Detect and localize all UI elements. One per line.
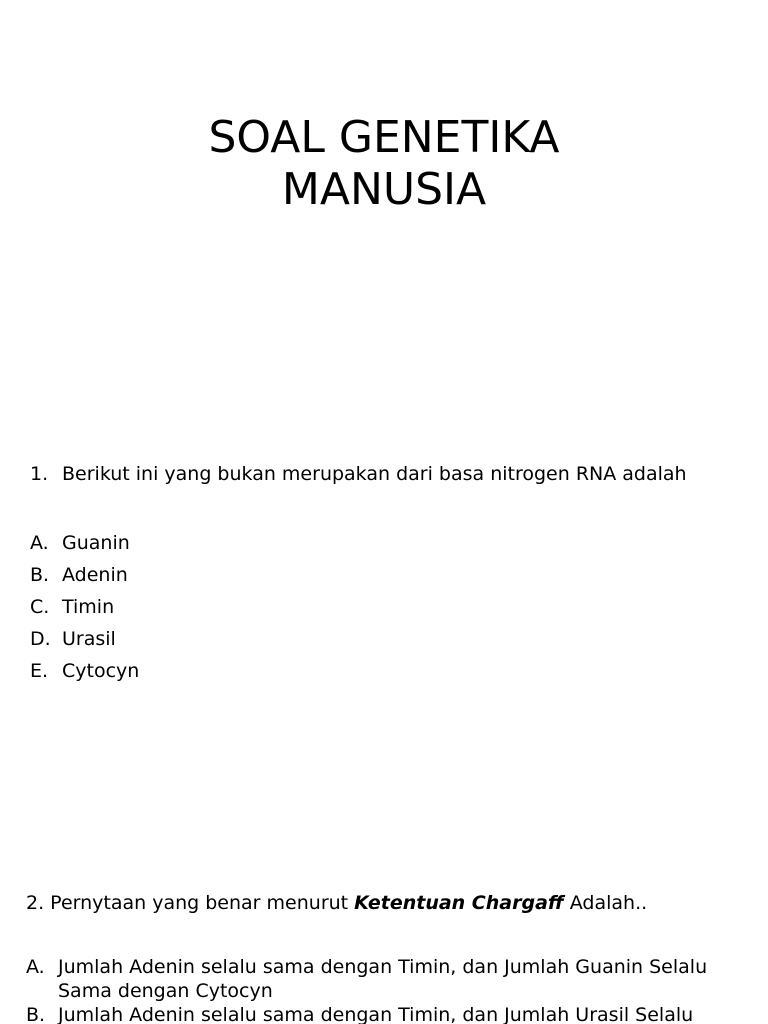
question-1-options [30,527,750,687]
option-letter: B. [26,1004,46,1024]
option-b [26,1003,726,1024]
option-text: Guanin [62,532,130,554]
title-line-2: MANUSIA [281,164,487,215]
option-text: Timin [62,596,115,618]
option-d [30,623,750,655]
page-title [0,112,768,216]
question-2-emphasis: Ketentuan Chargaff [354,892,564,914]
question-1-text: Berikut ini yang bukan merupakan dari basa nitrogen RNA adalah [62,463,687,485]
question-1 [30,462,750,486]
question-2-prefix: 2. Pernytaan yang benar menurut [26,892,355,914]
option-letter: E. [30,660,49,682]
option-a [30,527,750,559]
option-letter: A. [26,956,45,978]
option-text: Cytocyn [62,660,140,682]
title-line-1: SOAL GENETIKA [208,112,560,163]
option-e [30,655,750,687]
option-letter: C. [30,596,50,618]
option-text: Adenin [62,564,128,586]
option-letter: D. [30,628,51,650]
question-2-options [26,955,726,1024]
option-letter: B. [30,564,50,586]
option-text: Jumlah Adenin selalu sama dengan Timin, dan Jumlah Guanin Selalu Sama dengan Cytocyn [58,956,708,1002]
option-a [26,955,726,1003]
option-letter: A. [30,532,49,554]
option-c [30,591,750,623]
question-2 [26,891,756,915]
option-text: Jumlah Adenin selalu sama dengan Timin, dan Jumlah Urasil Selalu [58,1004,694,1024]
question-2-suffix: Adalah.. [563,892,648,914]
option-b [30,559,750,591]
question-1-number: 1. [30,463,49,485]
option-text: Urasil [62,628,116,650]
